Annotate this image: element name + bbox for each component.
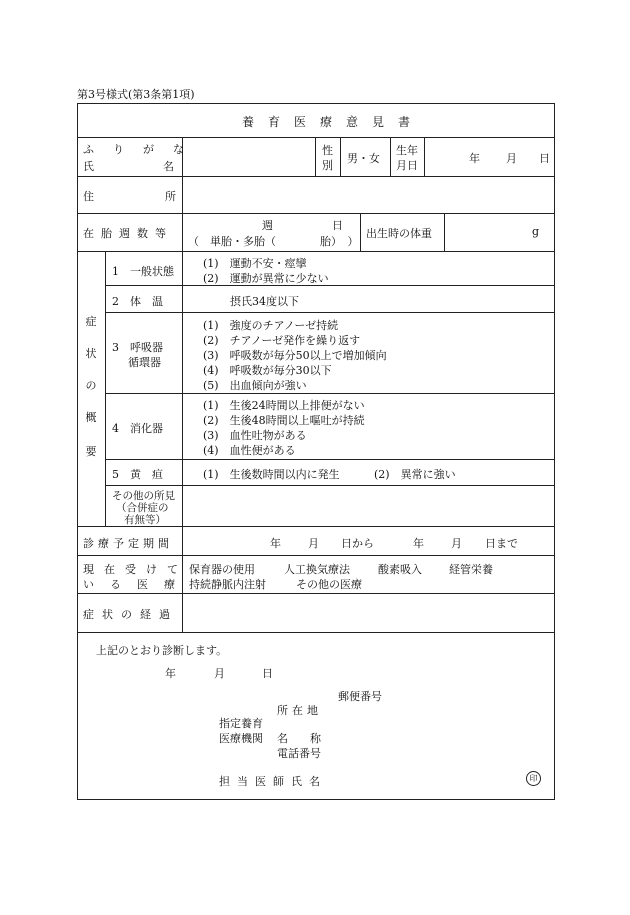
treatment-iv-infusion[interactable]: 持続静脈内注射: [189, 578, 266, 591]
phone-label: 電話番号: [277, 747, 321, 760]
sign-year[interactable]: 年: [165, 667, 176, 680]
digestive-item-1[interactable]: (1) 生後24時間以上排便がない: [203, 399, 365, 412]
table-border-right: [554, 103, 555, 800]
temperature-item[interactable]: 摂氏34度以下: [230, 295, 299, 308]
sex-options[interactable]: 男・女: [347, 152, 380, 165]
postal-code-label: 郵便番号: [338, 690, 382, 703]
institution-label-1: 指定養育: [219, 717, 263, 730]
symptoms-label-char: 要: [85, 445, 97, 458]
respiratory-item-3[interactable]: (3) 呼吸数が毎分50以上で増加傾向: [203, 349, 387, 362]
gestation-week[interactable]: 週: [262, 219, 273, 232]
birth-label-2: 月日: [396, 159, 418, 172]
current-treatment-label-2: いる医療: [83, 578, 191, 591]
document-title: 養育医療意見書: [242, 115, 425, 129]
general-label: 1 一般状態: [112, 265, 174, 278]
respiratory-item-1[interactable]: (1) 強度のチアノーゼ持続: [203, 319, 339, 332]
birth-year[interactable]: 年: [469, 152, 480, 165]
seal-stamp: 印: [526, 771, 541, 786]
sex-label-2: 別: [322, 159, 333, 172]
general-item-1[interactable]: (1) 運動不安・痙攣: [203, 257, 307, 270]
address-label: 住所: [83, 190, 247, 203]
symptoms-label-char: 症: [85, 315, 97, 328]
digestive-label: 4 消化器: [112, 422, 163, 435]
gestation-label: 在胎週数等: [83, 227, 173, 240]
digestive-item-3[interactable]: (3) 血性吐物がある: [203, 429, 307, 442]
respiratory-label-1: 3 呼吸器: [112, 341, 163, 354]
jaundice-item-1[interactable]: (1) 生後数時間以内に発生: [203, 468, 340, 481]
symptoms-label-char: 状: [85, 347, 97, 360]
period-from-suffix: 日から: [341, 537, 374, 550]
current-treatment-label-1: 現在受けて: [83, 563, 188, 576]
birth-label-1: 生年: [396, 144, 418, 157]
other-label-2: （合併症の: [116, 502, 169, 514]
gestation-birth-type[interactable]: （ 単胎・多胎（ 胎） ）: [188, 235, 359, 248]
respiratory-item-2[interactable]: (2) チアノーゼ発作を繰り返す: [203, 334, 361, 347]
sign-month[interactable]: 月: [214, 667, 225, 680]
sex-label-1: 性: [322, 144, 333, 157]
treatment-oxygen[interactable]: 酸素吸入: [378, 563, 422, 576]
jaundice-item-2[interactable]: (2) 異常に強い: [374, 468, 456, 481]
period-to-suffix: 日まで: [485, 537, 518, 550]
respiratory-item-5[interactable]: (5) 出血傾向が強い: [203, 379, 307, 392]
other-label-1: その他の所見: [112, 490, 175, 502]
diagnosis-statement: 上記のとおり診断します。: [96, 644, 228, 657]
treatment-other[interactable]: その他の医療: [296, 578, 362, 591]
symptoms-label-char: の: [85, 379, 97, 392]
location-label: 所在地: [277, 704, 322, 717]
respiratory-label-2: 循環器: [128, 356, 161, 369]
respiratory-item-4[interactable]: (4) 呼吸数が毎分30以下: [203, 364, 332, 377]
progress-label: 症状の経過: [83, 608, 178, 621]
treatment-incubator[interactable]: 保育器の使用: [189, 563, 255, 576]
period-from-month[interactable]: 月: [308, 537, 319, 550]
birth-weight-label: 出生時の体重: [366, 227, 432, 240]
digestive-item-4[interactable]: (4) 血性便がある: [203, 444, 296, 457]
table-border-left: [77, 103, 78, 800]
gestation-day[interactable]: 日: [332, 219, 343, 232]
other-label-3: 有無等）: [124, 514, 166, 526]
table-border-top: [77, 103, 555, 104]
treatment-period-label: 診療予定期間: [83, 537, 173, 550]
furigana-label: ふりがな: [83, 143, 203, 156]
doctor-name-label: 担当医師氏名: [219, 775, 327, 788]
form-number: 第3号様式(第3条第1項): [77, 88, 195, 101]
table-border-bottom: [77, 799, 555, 800]
jaundice-label: 5 黄 疸: [112, 468, 163, 481]
treatment-tube-feeding[interactable]: 経管栄養: [449, 563, 493, 576]
institution-label-2: 医療機関: [219, 732, 263, 745]
period-to-year[interactable]: 年: [413, 537, 424, 550]
symptoms-label-char: 概: [85, 411, 97, 424]
general-item-2[interactable]: (2) 運動が異常に少ない: [203, 272, 329, 285]
birth-month[interactable]: 月: [506, 152, 517, 165]
name-label: 氏名: [83, 160, 243, 173]
institution-name-label: 名 称: [277, 732, 321, 745]
treatment-ventilation[interactable]: 人工換気療法: [284, 563, 350, 576]
sign-day[interactable]: 日: [262, 667, 273, 680]
birth-weight-unit: g: [532, 225, 540, 238]
digestive-item-2[interactable]: (2) 生後48時間以上嘔吐が持続: [203, 414, 365, 427]
period-to-month[interactable]: 月: [451, 537, 462, 550]
birth-day[interactable]: 日: [539, 152, 550, 165]
period-from-year[interactable]: 年: [270, 537, 281, 550]
temperature-label: 2 体 温: [112, 295, 163, 308]
